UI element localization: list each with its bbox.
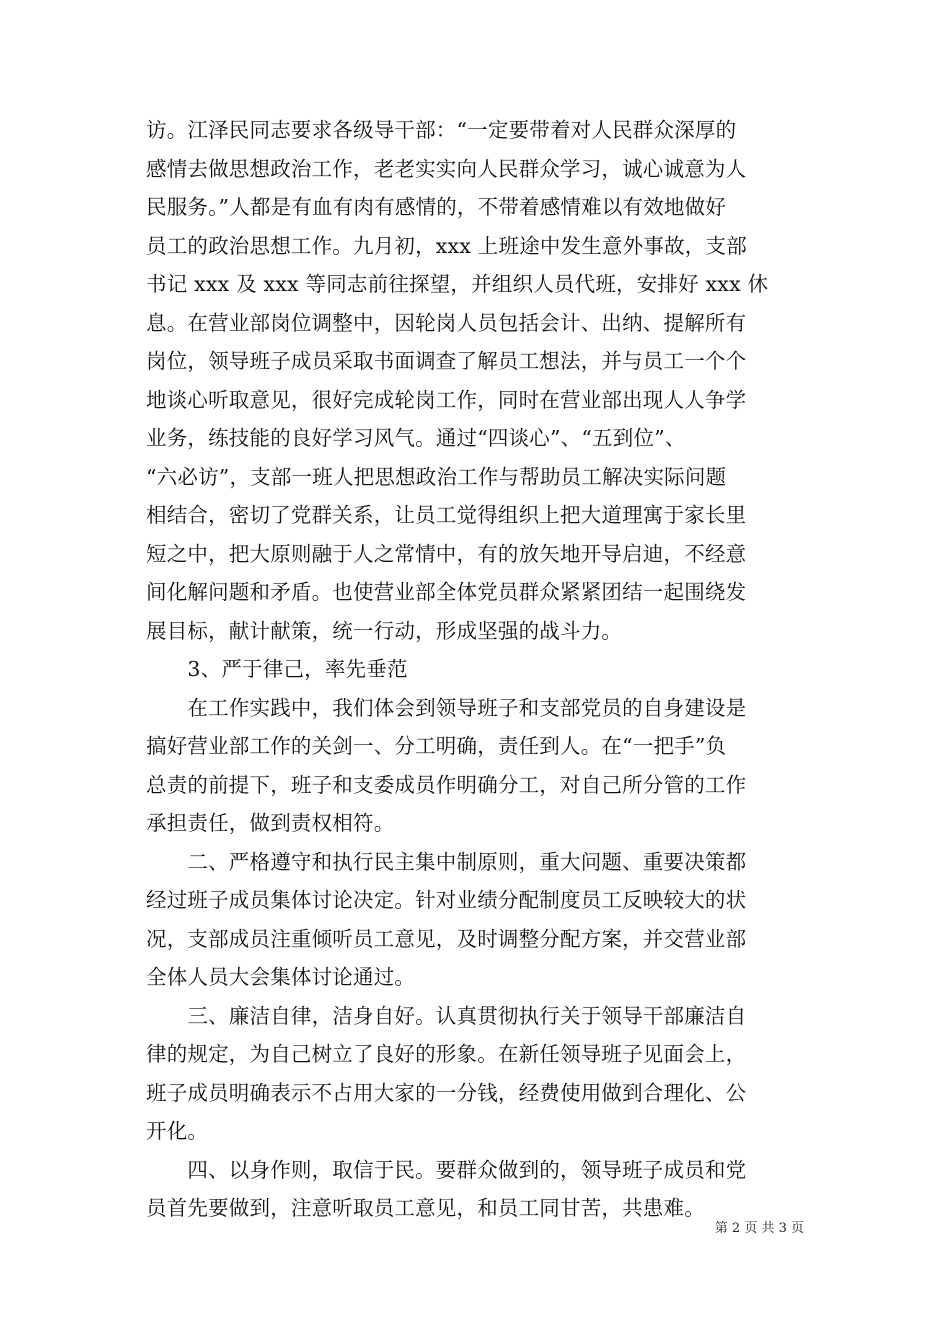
text-line: 全体人员大会集体讨论通过。 <box>146 965 416 989</box>
text-line: 经过班子成员集体讨论决定。针对业绩分配制度员工反映较大的状 <box>146 888 747 912</box>
text-line: 展目标，献计献策，统一行动，形成坚强的战斗力。 <box>146 618 623 643</box>
text-line: 员首先要做到，注意听取员工意见，和员工同甘苦，共患难。 <box>146 1196 705 1220</box>
text-line: 四、以身作则，取信于民。要群众做到的，领导班子成员和党 <box>146 1157 747 1182</box>
text-line: 总责的前提下，班子和支委成员作明确分工，对自己所分管的工作 <box>146 772 747 797</box>
text-line: 员工的政治思想工作。九月初，xxx 上班途中发生意外事故，支部 <box>146 233 747 258</box>
text-line: 搞好营业部工作的关剑一、分工明确，责任到人。在“一把手”负 <box>146 734 727 758</box>
text-line: 书记 xxx 及 xxx 等同志前往探望，并组织人员代班，安排好 xxx 休 <box>146 272 769 296</box>
text-line: 息。在营业部岗位调整中，因轮岗人员包括会计、出纳、提解所有 <box>146 310 747 335</box>
text-line: 相结合，密切了党群关系，让员工觉得组织上把大道理寓于家长里 <box>146 503 747 527</box>
text-line: 二、严格遵守和执行民主集中制原则，重大问题、重要决策都 <box>146 849 747 874</box>
page-number-footer: 第 2 页 共 3 页 <box>714 1221 804 1236</box>
text-line: 间化解问题和矛盾。也使营业部全体党员群众紧紧团结一起围绕发 <box>146 580 747 604</box>
text-line: 短之中，把大原则融于人之常情中，有的放矢地开导启迪，不经意 <box>146 541 747 566</box>
text-line: 民服务。”人都是有血有肉有感情的，不带着感情难以有效地做好 <box>146 195 727 219</box>
text-line: “六必访”，支部一班人把思想政治工作与帮助员工解决实际问题 <box>146 464 727 489</box>
text-line: 感情去做思想政治工作，老老实实向人民群众学习，诚心诚意为人 <box>146 156 747 181</box>
text-line: 业务，练技能的良好学习风气。通过“四谈心”、“五到位”、 <box>146 426 686 450</box>
text-line: 况，支部成员注重倾听员工意见，及时调整分配方案，并交营业部 <box>146 926 747 951</box>
section-heading: 3、严于律己，率先垂范 <box>146 657 408 681</box>
text-line: 在工作实践中，我们体会到领导班子和支部党员的自身建设是 <box>146 695 747 720</box>
text-line: 访。江泽民同志要求各级导干部：“一定要带着对人民群众深厚的 <box>146 118 737 142</box>
text-line: 岗位，领导班子成员采取书面调查了解员工想法，并与员工一个个 <box>146 349 747 373</box>
text-line: 三、廉洁自律，洁身自好。认真贯彻执行关于领导干部廉洁自 <box>146 1003 747 1028</box>
text-line: 律的规定，为自己树立了良好的形象。在新任领导班子见面会上， <box>146 1042 747 1066</box>
text-line: 地谈心听取意见，很好完成轮岗工作，同时在营业部出现人人争学 <box>146 387 747 412</box>
document-body <box>146 111 806 1228</box>
text-line: 班子成员明确表示不占用大家的一分钱，经费使用做到合理化、公 <box>146 1080 747 1105</box>
text-line: 开化。 <box>146 1119 209 1143</box>
text-line: 承担责任，做到责权相符。 <box>146 811 395 835</box>
